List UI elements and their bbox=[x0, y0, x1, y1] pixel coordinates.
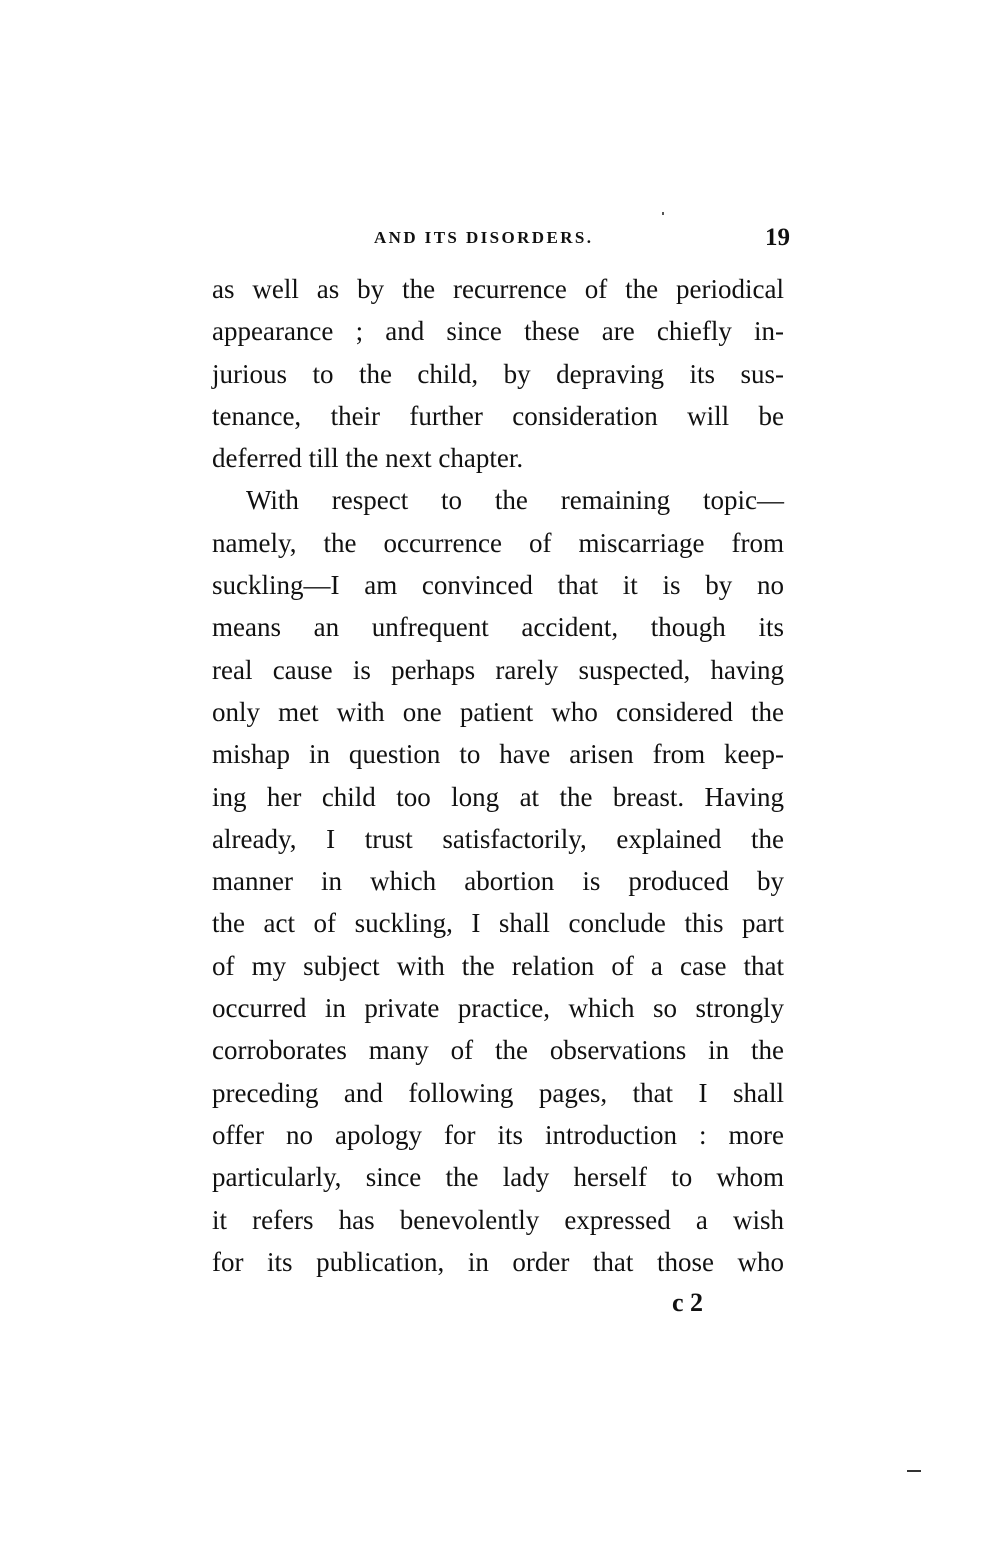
text-line: already, I trust satisfactorily, explained the bbox=[212, 823, 784, 854]
text-line: manner in which abortion is produced by bbox=[212, 866, 784, 897]
text-line: appearance ; and since these are chiefly in- bbox=[212, 316, 784, 347]
text-line: the act of suckling, I shall conclude this part bbox=[212, 908, 784, 939]
signature-mark: c 2 bbox=[672, 1288, 704, 1317]
text-line: jurious to the child, by depraving its sus- bbox=[212, 358, 784, 389]
paragraph-end-line: deferred till the next chapter. bbox=[212, 443, 524, 474]
print-speck bbox=[662, 212, 664, 215]
text-line: for its publication, in order that those who bbox=[212, 1246, 784, 1277]
page-number: 19 bbox=[765, 224, 790, 251]
body-text bbox=[212, 268, 784, 1283]
text-line: only met with one patient who considered the bbox=[212, 696, 784, 727]
text-line: of my subject with the relation of a case that bbox=[212, 950, 784, 981]
text-line: mishap in question to have arisen from keep- bbox=[212, 739, 784, 770]
text-line: offer no apology for its introduction : more bbox=[212, 1119, 784, 1150]
running-head bbox=[212, 224, 790, 254]
text-line: suckling—I am convinced that it is by no bbox=[212, 570, 784, 601]
edge-mark bbox=[907, 1470, 921, 1472]
text-line: real cause is perhaps rarely suspected, having bbox=[212, 654, 784, 685]
text-line: ing her child too long at the breast. Having bbox=[212, 781, 784, 812]
text-line: means an unfrequent accident, though its bbox=[212, 612, 784, 643]
text-line: namely, the occurrence of miscarriage from bbox=[212, 527, 784, 558]
text-line: occurred in private practice, which so strongly bbox=[212, 993, 784, 1024]
text-line: it refers has benevolently expressed a wish bbox=[212, 1204, 784, 1235]
text-line: as well as by the recurrence of the periodical bbox=[212, 274, 784, 304]
text-line: particularly, since the lady herself to whom bbox=[212, 1162, 784, 1193]
text-line: tenance, their further consideration will be bbox=[212, 400, 784, 431]
paragraph-start-line: With respect to the remaining topic— bbox=[246, 485, 784, 516]
running-title: AND ITS DISORDERS. bbox=[374, 228, 594, 247]
text-line: preceding and following pages, that I shall bbox=[212, 1077, 784, 1108]
text-line: corroborates many of the observations in the bbox=[212, 1035, 784, 1066]
